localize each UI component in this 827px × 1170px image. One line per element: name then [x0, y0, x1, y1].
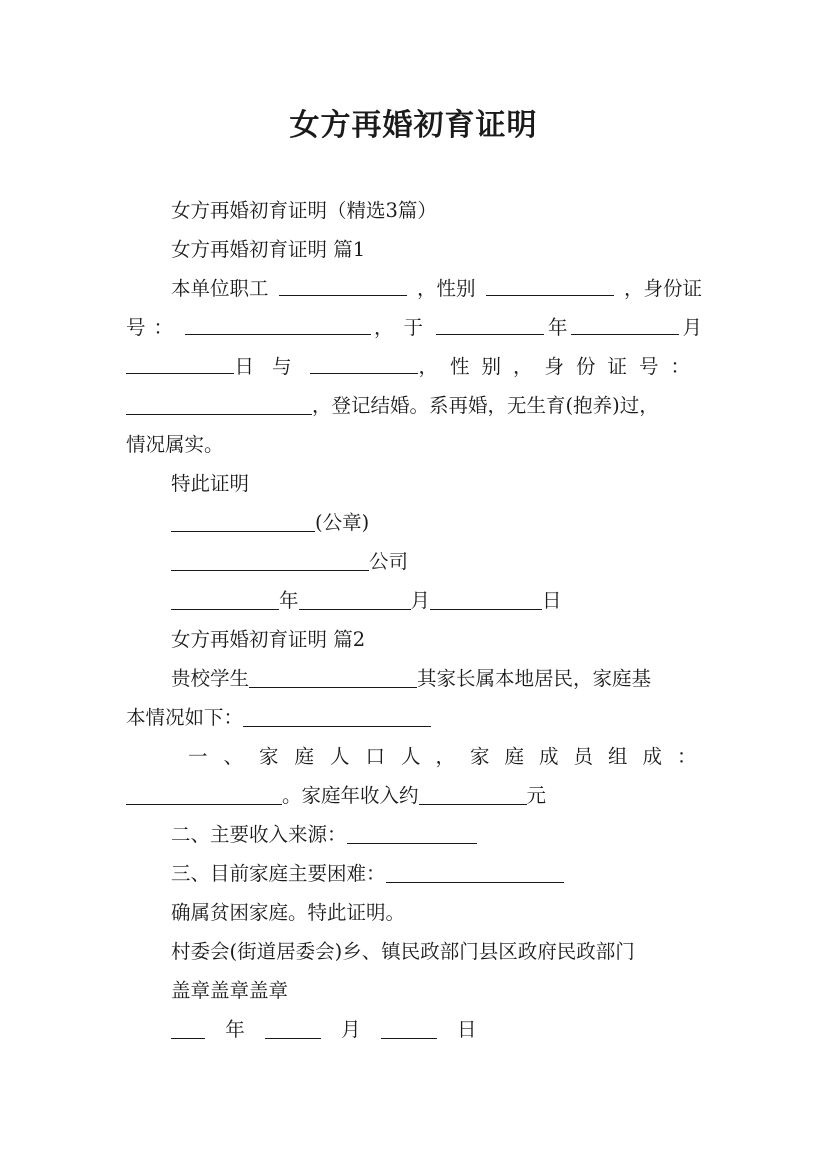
authorities-text: 村委会(街道居委会)乡、镇民政部门县区政府民政部门 [171, 940, 635, 963]
fill-blank[interactable] [386, 862, 564, 883]
fill-blank[interactable] [571, 314, 679, 335]
fill-blank[interactable] [171, 589, 279, 610]
company-line: 公司 [171, 548, 408, 576]
paragraph-line: 。家庭年收入约 元 [126, 782, 546, 810]
paragraph-line: 贵校学生 其家长属本地居民，家庭基 [171, 667, 652, 690]
date-line: 年 月 日 [171, 587, 562, 615]
paragraph-line: 二、主要收入来源： [171, 821, 477, 849]
paragraph-line: 日与 ，性别，身份证号： [126, 353, 702, 381]
fill-blank[interactable] [299, 589, 411, 610]
fill-blank[interactable] [126, 394, 312, 415]
document-title: 女方再婚初育证明 [289, 108, 538, 143]
paragraph-line: 本单位职工 ，性别 ，身份证 [171, 277, 702, 300]
fill-blank[interactable] [126, 353, 234, 374]
seal-line: (公章) [171, 509, 369, 537]
fill-blank[interactable] [185, 314, 371, 335]
fill-blank[interactable] [347, 823, 477, 844]
fill-blank[interactable] [381, 1018, 437, 1039]
fill-blank[interactable] [243, 706, 431, 727]
paragraph-line: 一、家庭人口 人，家庭成员组成： [188, 745, 712, 768]
fill-blank[interactable] [171, 1018, 205, 1039]
date-line: 年 月 日 [171, 1016, 491, 1044]
fill-blank[interactable] [126, 784, 282, 805]
section-heading-2: 女方再婚初育证明 篇2 [171, 628, 366, 651]
fill-blank[interactable] [249, 667, 417, 688]
stamps-text: 盖章盖章盖章 [171, 979, 289, 1002]
paragraph-line: 三、目前家庭主要困难： [171, 860, 564, 888]
fill-blank[interactable] [430, 589, 542, 610]
fill-blank[interactable] [171, 511, 315, 532]
paragraph-line: ，登记结婚。系再婚，无生育(抱养)过， [126, 392, 659, 420]
paragraph-line: 情况属实。 [126, 433, 224, 456]
fill-blank[interactable] [486, 275, 614, 296]
paragraph-line: 本情况如下： [126, 704, 431, 732]
paragraph-line: 号： ，于 年 月 [126, 316, 702, 339]
certify-text: 特此证明 [171, 472, 250, 495]
document-subtitle: 女方再婚初育证明（精选3篇） [171, 199, 437, 222]
fill-blank[interactable] [171, 550, 369, 571]
fill-blank[interactable] [419, 784, 527, 805]
fill-blank[interactable] [279, 275, 407, 296]
section-heading-1: 女方再婚初育证明 篇1 [171, 238, 366, 261]
confirm-text: 确属贫困家庭。特此证明。 [171, 901, 406, 924]
fill-blank[interactable] [310, 353, 418, 374]
fill-blank[interactable] [265, 1018, 321, 1039]
fill-blank[interactable] [436, 314, 544, 335]
